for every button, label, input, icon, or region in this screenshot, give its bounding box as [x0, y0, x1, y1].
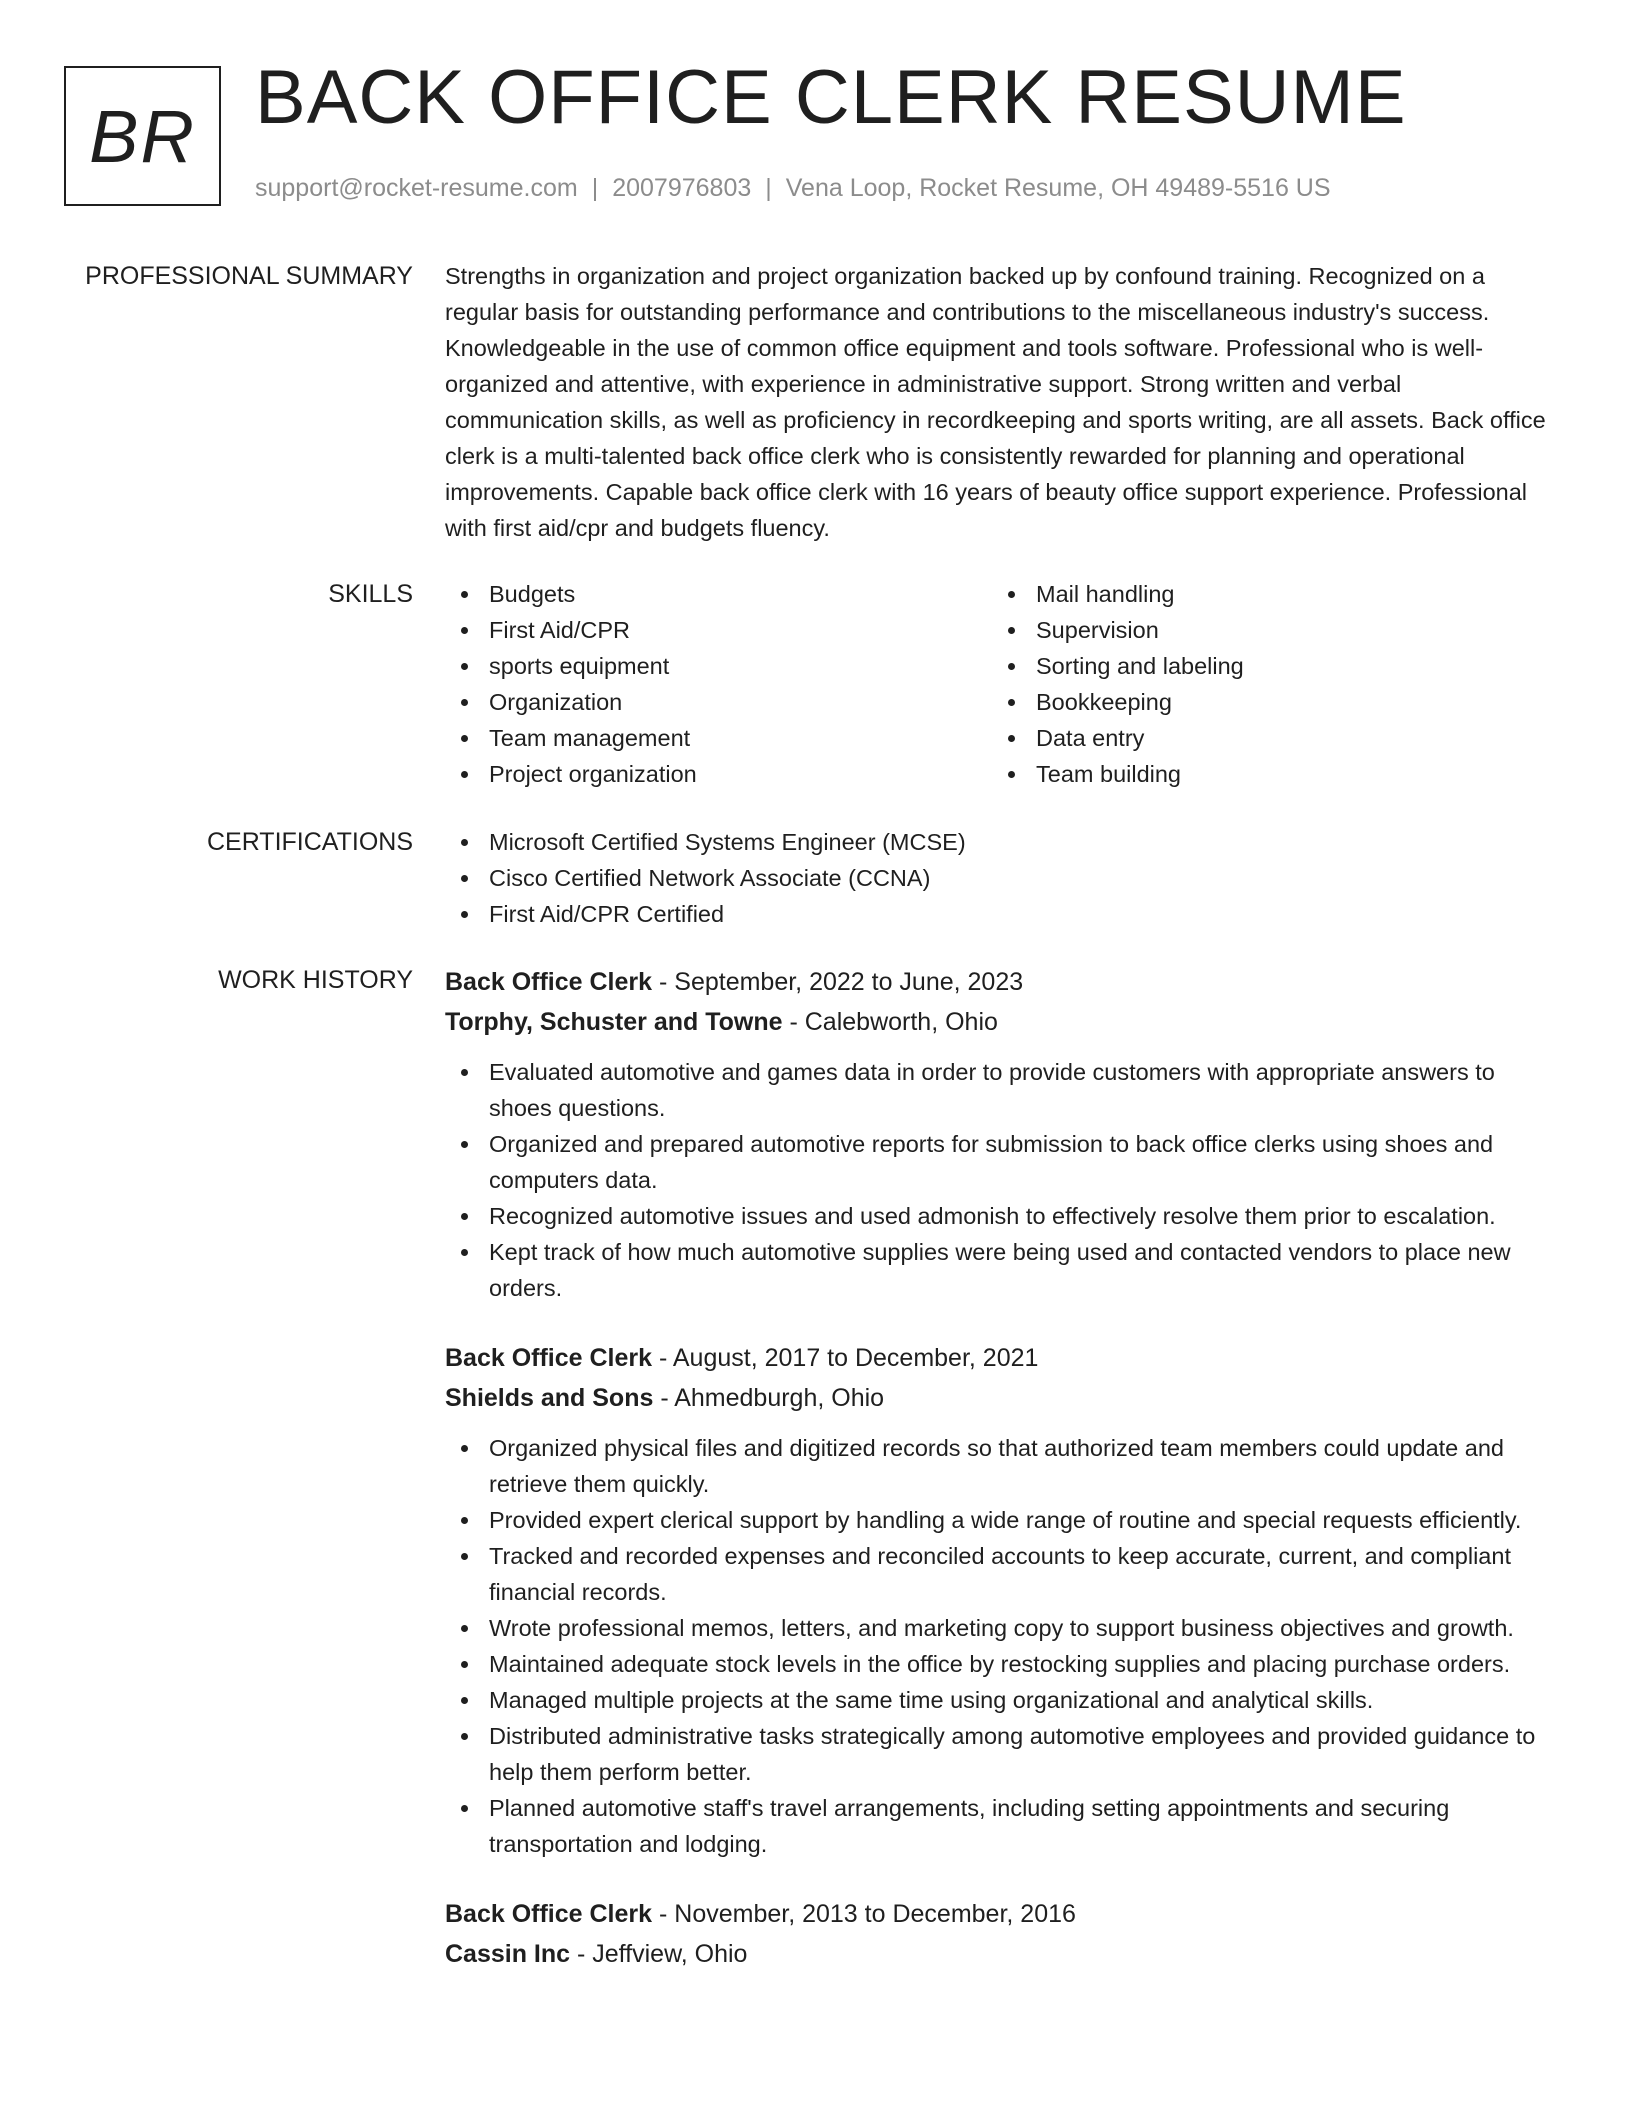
job-entry [445, 1894, 1560, 1974]
contact-address: Vena Loop, Rocket Resume, OH 49489-5516 US [785, 174, 1331, 202]
skill-item: First Aid/CPR [445, 612, 992, 648]
job-title: Back Office Clerk [445, 968, 653, 996]
job-bullet: Tracked and recorded expenses and reconciled accounts to keep accurate, current, and compliant financial records. [445, 1538, 1560, 1610]
work-history-heading: WORK HISTORY [218, 966, 413, 994]
job-bullet: Managed multiple projects at the same time using organizational and analytical skills. [445, 1682, 1560, 1718]
page-title: BACK OFFICE CLERK RESUME [255, 55, 1407, 140]
certifications-body [445, 824, 1560, 932]
certification-item: Cisco Certified Network Associate (CCNA) [445, 860, 1560, 896]
job-bullet: Organized physical files and digitized records so that authorized team members could update and retrieve them quickly. [445, 1430, 1560, 1502]
skills-list-left [445, 576, 992, 792]
certifications-heading: CERTIFICATIONS [206, 828, 413, 856]
job-title: Back Office Clerk [445, 1344, 653, 1372]
summary-text: Strengths in organization and project organization backed up by confound training. Recognized on a regular basis for outstanding performance and contributions to the miscellaneous industry's success. Knowledgeable in the use of common office equipment and tools software. Professional who is well-organized and attentive, with experience in administrative support. Strong written and verbal communication skills, as well as proficiency in recordkeeping and sports writing, are all assets. Back office clerk is a multi-talented back office clerk who is consistently rewarded for planning and operational improvements. Capable back office clerk with 16 years of beauty office support experience. Professional with first aid/cpr and budgets fluency. [445, 263, 1546, 541]
skills-list-right [992, 576, 1539, 792]
certification-item: Microsoft Certified Systems Engineer (MCSE) [445, 824, 1560, 860]
job-bullet: Recognized automotive issues and used admonish to effectively resolve them prior to escalation. [445, 1198, 1560, 1234]
job-entry [445, 1338, 1560, 1862]
job-dates: - November, 2013 to December, 2016 [652, 1900, 1076, 1928]
job-company: Cassin Inc [445, 1940, 571, 1968]
job-company: Shields and Sons [445, 1384, 654, 1412]
job-entry [445, 962, 1560, 1306]
job-dates: - September, 2022 to June, 2023 [652, 968, 1024, 996]
certification-item: First Aid/CPR Certified [445, 896, 1560, 932]
job-bullet: Provided expert clerical support by handling a wide range of routine and special requests efficiently. [445, 1502, 1560, 1538]
work-history-body [445, 962, 1560, 2006]
job-company: Torphy, Schuster and Towne [445, 1008, 783, 1036]
job-bullet: Wrote professional memos, letters, and marketing copy to support business objectives and growth. [445, 1610, 1560, 1646]
job-company-line [445, 1378, 1560, 1418]
skill-item: Project organization [445, 756, 992, 792]
job-location: - Calebworth, Ohio [782, 1008, 998, 1036]
job-title: Back Office Clerk [445, 1900, 653, 1928]
job-title-line [445, 962, 1560, 1002]
skill-item: Budgets [445, 576, 992, 612]
job-location: - Ahmedburgh, Ohio [653, 1384, 885, 1412]
job-bullet: Planned automotive staff's travel arrangements, including setting appointments and securing transportation and lodging. [445, 1790, 1560, 1862]
job-bullet: Maintained adequate stock levels in the office by restocking supplies and placing purchase orders. [445, 1646, 1560, 1682]
job-company-line [445, 1934, 1560, 1974]
contact-phone[interactable]: 2007976803 [612, 174, 752, 202]
skill-item: Supervision [992, 612, 1539, 648]
job-title-line [445, 1894, 1560, 1934]
job-bullets [445, 1054, 1560, 1306]
skills-body [445, 576, 1560, 792]
skill-item: Sorting and labeling [992, 648, 1539, 684]
job-company-line [445, 1002, 1560, 1042]
job-bullet: Distributed administrative tasks strategically among automotive employees and provided guidance to help them perform better. [445, 1718, 1560, 1790]
skill-item: Data entry [992, 720, 1539, 756]
skill-item: Team management [445, 720, 992, 756]
job-bullet: Kept track of how much automotive supplies were being used and contacted vendors to place new orders. [445, 1234, 1560, 1306]
contact-line [255, 174, 1331, 203]
contact-email[interactable]: support@rocket-resume.com [255, 174, 578, 202]
skill-item: sports equipment [445, 648, 992, 684]
skill-item: Team building [992, 756, 1539, 792]
job-bullets [445, 1430, 1560, 1862]
certifications-list [445, 824, 1560, 932]
skills-heading: SKILLS [328, 580, 413, 608]
skill-item: Bookkeeping [992, 684, 1539, 720]
skill-item: Organization [445, 684, 992, 720]
summary-body [445, 258, 1560, 546]
monogram-initials: BR [89, 94, 196, 178]
job-bullet: Organized and prepared automotive reports for submission to back office clerks using shoes and computers data. [445, 1126, 1560, 1198]
job-title-line [445, 1338, 1560, 1378]
summary-heading: PROFESSIONAL SUMMARY [85, 262, 413, 290]
job-bullet: Evaluated automotive and games data in order to provide customers with appropriate answers to shoes questions. [445, 1054, 1560, 1126]
monogram-box [64, 66, 221, 206]
skill-item: Mail handling [992, 576, 1539, 612]
job-location: - Jeffview, Ohio [570, 1940, 748, 1968]
contact-separator: | [591, 174, 599, 202]
job-dates: - August, 2017 to December, 2021 [652, 1344, 1039, 1372]
contact-separator: | [765, 174, 772, 202]
